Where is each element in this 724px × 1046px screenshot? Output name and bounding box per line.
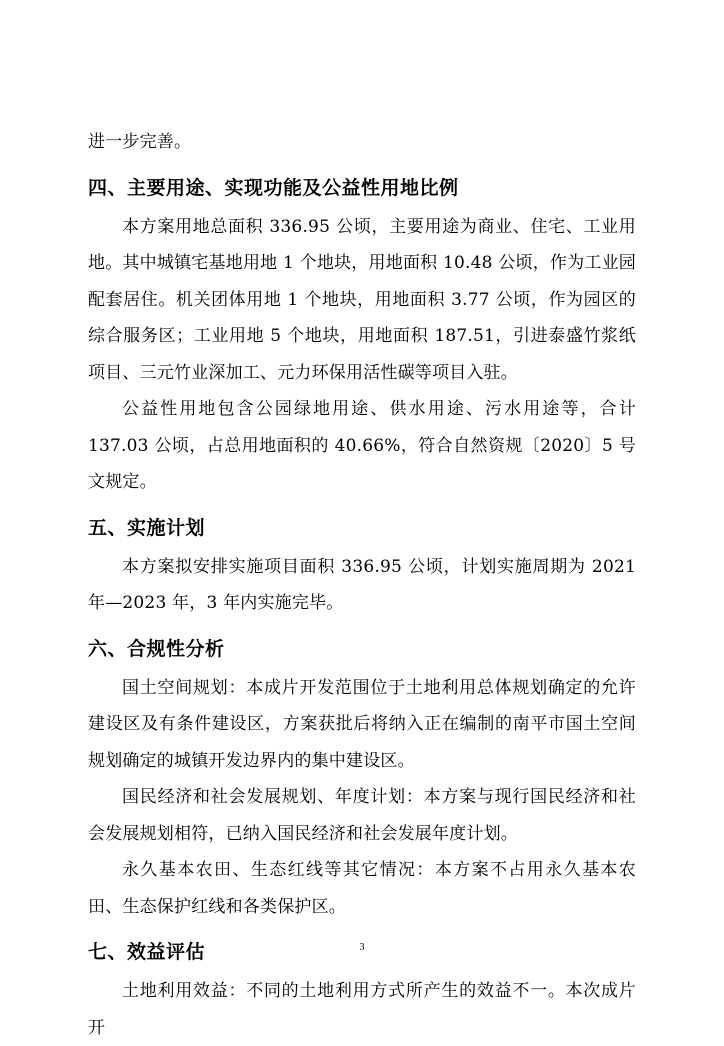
paragraph-economic-planning: 国民经济和社会发展规划、年度计划：本方案与现行国民经济和社会发展规划相符，已纳入国民经济和社会发展年度计划。 (88, 787, 636, 844)
paragraph-land-area: 本方案用地总面积 336.95 公顷，主要用途为商业、住宅、工业用地。其中城镇宅基地用地 1 个地块，用地面积 10.48 公顷，作为工业园配套居住。机关团体用地 1 个地块，用地面积 3.77 公顷，作为园区的综合服务区；工业用地 5 个地块，用地面积 187.51，引进泰盛竹浆纸项目、三元竹业深加工、元力环保用活性碳等项目入驻。 (88, 216, 636, 383)
paragraph-land-benefit: 土地利用效益：不同的土地利用方式所产生的效益不一。本次成片开 (88, 981, 636, 1038)
paragraph-public-land: 公益性用地包含公园绿地用途、供水用途、污水用途等，合计 137.03 公顷，占总用地面积的 40.66%，符合自然资规〔2020〕5 号文规定。 (88, 399, 636, 492)
paragraph-spatial-planning: 国土空间规划：本成片开发范围位于土地利用总体规划确定的允许建设区及有条件建设区，方案获批后将纳入正在编制的南平市国土空间规划确定的城镇开发边界内的集中建设区。 (88, 677, 636, 771)
section-heading-compliance: 六、合规性分析 (88, 637, 225, 660)
document-body (88, 124, 636, 1046)
section-heading-implementation: 五、实施计划 (88, 516, 206, 539)
page-number: 3 (359, 942, 365, 953)
section-heading-benefit: 七、效益评估 (88, 941, 206, 963)
continuation-paragraph: 进一步完善。 (88, 132, 192, 152)
paragraph-implementation-plan: 本方案拟安排实施项目面积 336.95 公顷，计划实施周期为 2021 年—2023 年，3 年内实施完毕。 (88, 556, 636, 613)
paragraph-farmland-redline: 永久基本农田、生态红线等其它情况：本方案不占用永久基本农田、生态保护红线和各类保护区。 (88, 860, 636, 917)
section-heading-usage: 四、主要用途、实现功能及公益性用地比例 (88, 176, 459, 199)
